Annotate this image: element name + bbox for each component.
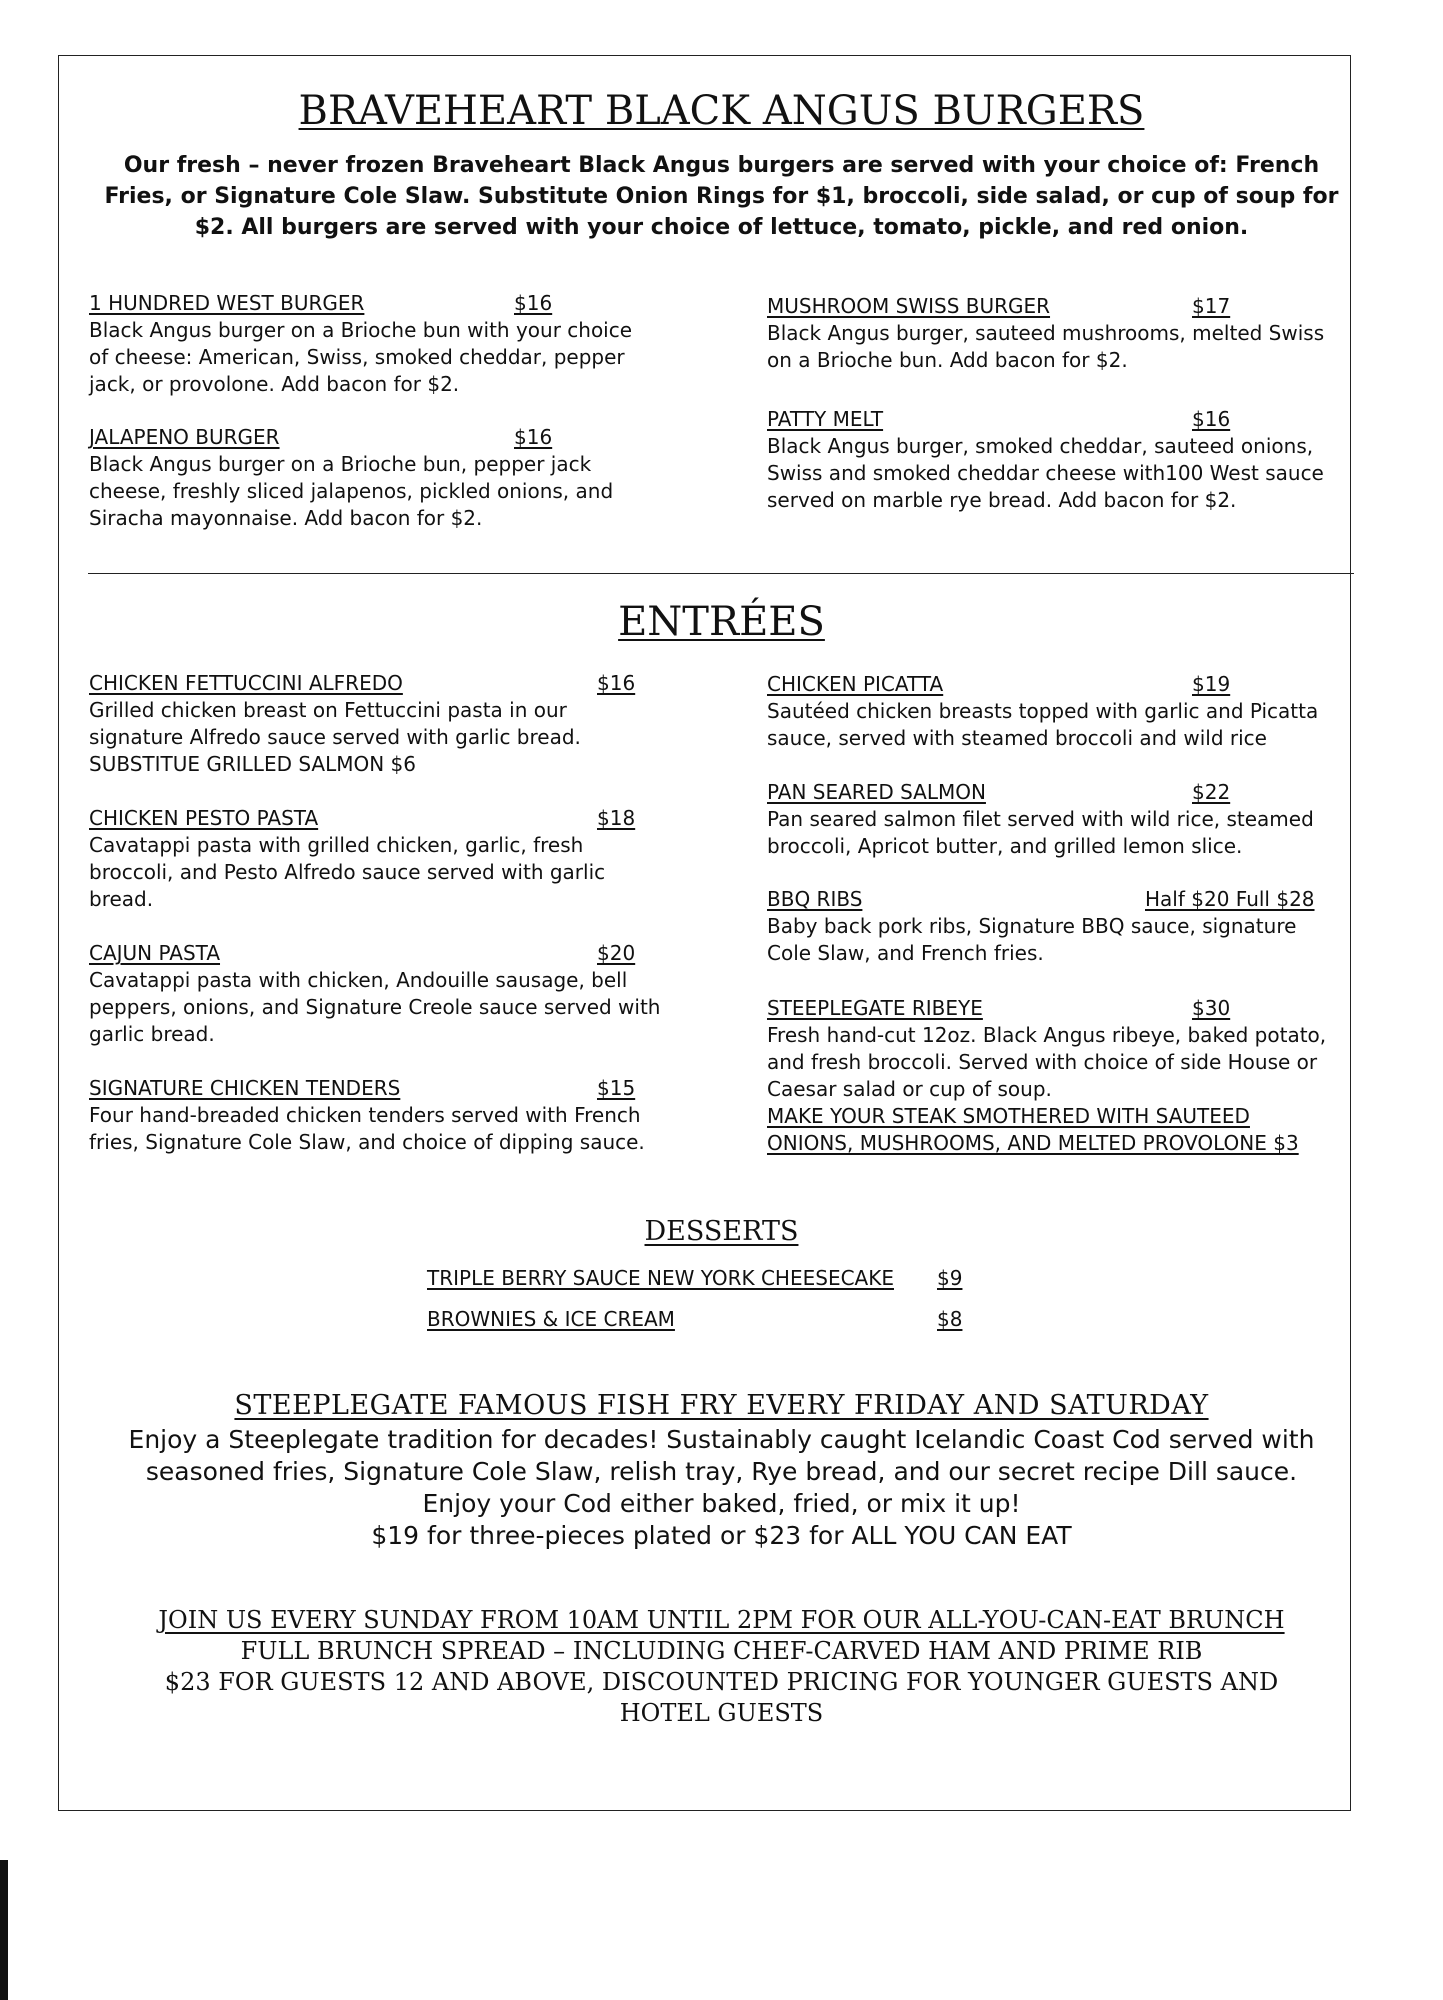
item-description: Grilled chicken breast on Fettuccini pasta in our signature Alfredo sauce served with garlic bread. SUBSTITUE GRILLED SALMON $6 [89, 698, 581, 776]
item-name: CAJUN PASTA [89, 941, 221, 965]
dessert-price: $8 [937, 1307, 963, 1331]
item-name: CHICKEN PICATTA [767, 672, 944, 696]
item-description: Cavatappi pasta with chicken, Andouille sausage, bell peppers, onions, and Signature Creole sauce served with garlic bread. [89, 968, 661, 1046]
scan-edge-mark [0, 1860, 8, 2000]
item-price: $16 [1192, 407, 1231, 431]
entrees-title: ENTRÉES [618, 599, 825, 645]
item-description: Baby back pork ribs, Signature BBQ sauce, signature Cole Slaw, and French fries. [767, 914, 1297, 965]
menu-item [89, 805, 689, 913]
item-description: Four hand-breaded chicken tenders served with French fries, Signature Cole Slaw, and choice of dipping sauce. [89, 1103, 645, 1154]
item-price: $18 [597, 806, 636, 830]
item-price: $19 [1192, 672, 1231, 696]
section-divider [88, 573, 1354, 574]
item-price: $20 [597, 941, 636, 965]
menu-item [767, 886, 1357, 967]
desserts-title: DESSERTS [644, 1216, 799, 1247]
menu-item [767, 779, 1357, 860]
menu-item [89, 424, 689, 532]
item-description: Sautéed chicken breasts topped with garlic and Picatta sauce, served with steamed broccoli and wild rice [767, 699, 1319, 750]
item-name: MUSHROOM SWISS BURGER [767, 294, 1051, 318]
item-name: CHICKEN FETTUCCINI ALFREDO [89, 671, 403, 695]
menu-item [767, 293, 1347, 374]
item-description: Black Angus burger on a Brioche bun with your choice of cheese: American, Swiss, smoked cheddar, pepper jack, or provolone. Add bacon for $2. [89, 318, 633, 396]
menu-item [89, 940, 689, 1048]
menu-item [89, 1075, 689, 1156]
item-price: $16 [514, 425, 553, 449]
brunch-title: JOIN US EVERY SUNDAY FROM 10AM UNTIL 2PM FOR OUR ALL-YOU-CAN-EAT BRUNCH [158, 1606, 1285, 1634]
brunch-detail: FULL BRUNCH SPREAD – INCLUDING CHEF-CARVED HAM AND PRIME RIB [240, 1637, 1203, 1665]
item-price: Half $20 Full $28 [1145, 887, 1315, 911]
brunch-pricing: $23 FOR GUESTS 12 AND ABOVE, DISCOUNTED PRICING FOR YOUNGER GUESTS AND [164, 1668, 1279, 1696]
item-name: BBQ RIBS [767, 887, 863, 911]
item-price: $16 [514, 291, 553, 315]
item-description: Cavatappi pasta with grilled chicken, garlic, fresh broccoli, and Pesto Alfredo sauce served with garlic bread. [89, 833, 606, 911]
menu-item [89, 670, 689, 778]
dessert-price: $9 [937, 1266, 963, 1290]
fish-fry-description: Enjoy a Steeplegate tradition for decades! Sustainably caught Icelandic Coast Cod served with seasoned fries, Signature Cole Slaw, relish tray, Rye bread, and our secret recipe Dill sauce. Enjoy your Cod either baked, fried, or mix it up! $19 for three-pieces plated or $23 for ALL YOU CAN EAT [128, 1425, 1315, 1550]
item-name: PATTY MELT [767, 407, 884, 431]
menu-item [89, 290, 689, 398]
item-description: Black Angus burger on a Brioche bun, pepper jack cheese, freshly sliced jalapenos, pickled onions, and Siracha mayonnaise. Add bacon for $2. [89, 452, 614, 530]
menu-item [767, 671, 1357, 752]
item-name: STEEPLEGATE RIBEYE [767, 996, 983, 1020]
item-price: $16 [597, 671, 636, 695]
burgers-intro: Our fresh – never frozen Braveheart Black Angus burgers are served with your choice of: French Fries, or Signature Cole Slaw. Substitute Onion Rings for $1, broccoli, side salad, or cup of soup for $2. All burgers are served with your choice of lettuce, tomato, pickle, and red onion. [104, 153, 1339, 240]
item-price: $22 [1192, 780, 1231, 804]
item-description: Black Angus burger, sauteed mushrooms, melted Swiss on a Brioche bun. Add bacon for $2. [767, 321, 1325, 372]
item-name: 1 HUNDRED WEST BURGER [89, 291, 365, 315]
item-addon: MAKE YOUR STEAK SMOTHERED WITH SAUTEED ONIONS, MUSHROOMS, AND MELTED PROVOLONE $3 [767, 1104, 1299, 1155]
item-description: Fresh hand-cut 12oz. Black Angus ribeye, baked potato, and fresh broccoli. Served with choice of side House or Caesar salad or cup of soup. [767, 1023, 1327, 1101]
item-price: $30 [1192, 996, 1231, 1020]
dessert-name: TRIPLE BERRY SAUCE NEW YORK CHEESECAKE [427, 1266, 894, 1290]
item-description: Pan seared salmon filet served with wild rice, steamed broccoli, Apricot butter, and grilled lemon slice. [767, 807, 1314, 858]
fish-fry-title: STEEPLEGATE FAMOUS FISH FRY EVERY FRIDAY AND SATURDAY [234, 1390, 1209, 1421]
item-name: PAN SEARED SALMON [767, 780, 986, 804]
burgers-title: BRAVEHEART BLACK ANGUS BURGERS [298, 88, 1145, 134]
menu-item [767, 406, 1347, 514]
dessert-name: BROWNIES & ICE CREAM [427, 1307, 675, 1331]
brunch-pricing-cont: HOTEL GUESTS [619, 1699, 824, 1727]
item-name: JALAPENO BURGER [89, 425, 280, 449]
item-price: $15 [597, 1076, 636, 1100]
menu-item [767, 995, 1357, 1157]
item-description: Black Angus burger, smoked cheddar, sauteed onions, Swiss and smoked cheddar cheese with100 West sauce served on marble rye bread. Add bacon for $2. [767, 434, 1324, 512]
item-price: $17 [1192, 294, 1231, 318]
item-name: SIGNATURE CHICKEN TENDERS [89, 1076, 401, 1100]
item-name: CHICKEN PESTO PASTA [89, 806, 319, 830]
